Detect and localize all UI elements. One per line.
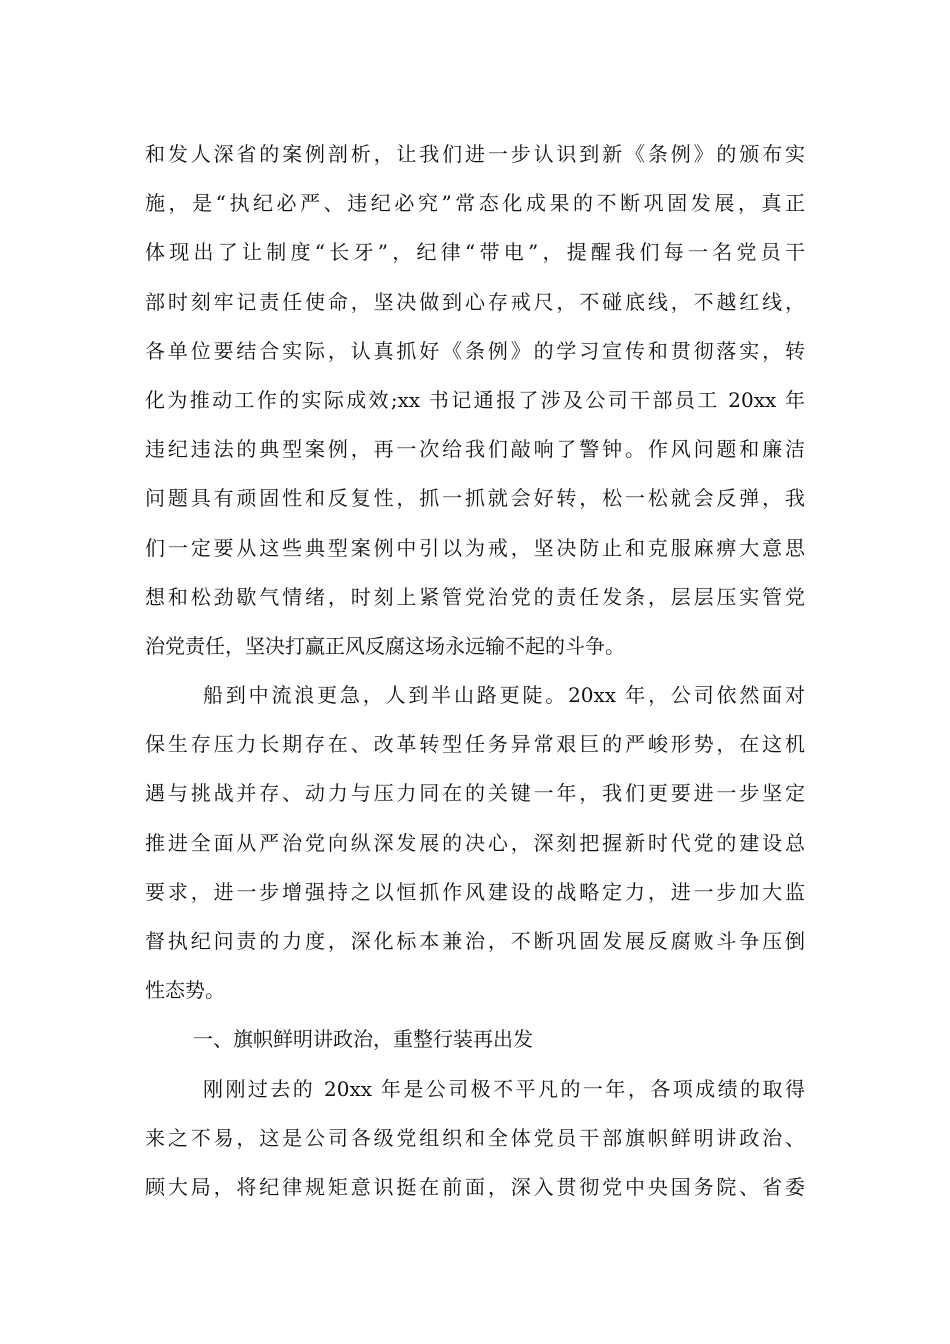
text-line: 问题具有顽固性和反复性，抓一抓就会好转，松一松就会反弹，我	[145, 486, 805, 511]
text-line: 要求，进一步增强持之以恒抓作风建设的战略定力，进一步加大监	[145, 879, 805, 904]
text-line: 化为推动工作的实际成效;xx 书记通报了涉及公司干部员工 20xx 年	[145, 387, 805, 412]
text-line: 来之不易，这是公司各级党组织和全体党员干部旗帜鲜明讲政治、	[145, 1125, 805, 1150]
section-heading: 一、旗帜鲜明讲政治，重整行装再出发	[193, 1027, 533, 1052]
text-line: 施，是“执纪必严、违纪必究”常态化成果的不断巩固发展，真正	[145, 191, 805, 216]
text-line: 和发人深省的案例剖析，让我们进一步认识到新《条例》的颁布实	[145, 142, 805, 166]
paragraph-start-line: 刚刚过去的 20xx 年是公司极不平凡的一年，各项成绩的取得	[203, 1076, 805, 1101]
text-line: 体现出了让制度“长牙”，纪律“带电”，提醒我们每一名党员干	[145, 240, 805, 265]
paragraph-start-line: 船到中流浪更急，人到半山路更陡。20xx 年，公司依然面对	[203, 683, 805, 708]
text-line: 违纪违法的典型案例，再一次给我们敲响了警钟。作风问题和廉洁	[145, 437, 805, 462]
text-line: 想和松劲歇气情绪，时刻上紧管党治党的责任发条，层层压实管党	[145, 584, 805, 609]
text-line: 各单位要结合实际，认真抓好《条例》的学习宣传和贯彻落实，转	[145, 338, 805, 363]
text-line: 部时刻牢记责任使命，坚决做到心存戒尺，不碰底线，不越红线，	[145, 289, 805, 314]
text-line: 督执纪问责的力度，深化标本兼治，不断巩固发展反腐败斗争压倒	[145, 929, 805, 953]
paragraph-end-line: 性态势。	[145, 978, 225, 1003]
text-line: 顾大局，将纪律规矩意识挺在前面，深入贯彻党中央国务院、省委	[145, 1174, 805, 1199]
paragraph-end-line: 治党责任，坚决打赢正风反腐这场永远输不起的斗争。	[145, 633, 625, 658]
text-line: 推进全面从严治党向纵深发展的决心，深刻把握新时代党的建设总	[145, 830, 805, 855]
text-line: 们一定要从这些典型案例中引以为戒，坚决防止和克服麻痹大意思	[145, 535, 805, 560]
document-body	[145, 130, 805, 1212]
text-line: 遇与挑战并存、动力与压力同在的关键一年，我们更要进一步坚定	[145, 781, 805, 806]
text-line: 保生存压力长期存在、改革转型任务异常艰巨的严峻形势，在这机	[145, 732, 805, 757]
